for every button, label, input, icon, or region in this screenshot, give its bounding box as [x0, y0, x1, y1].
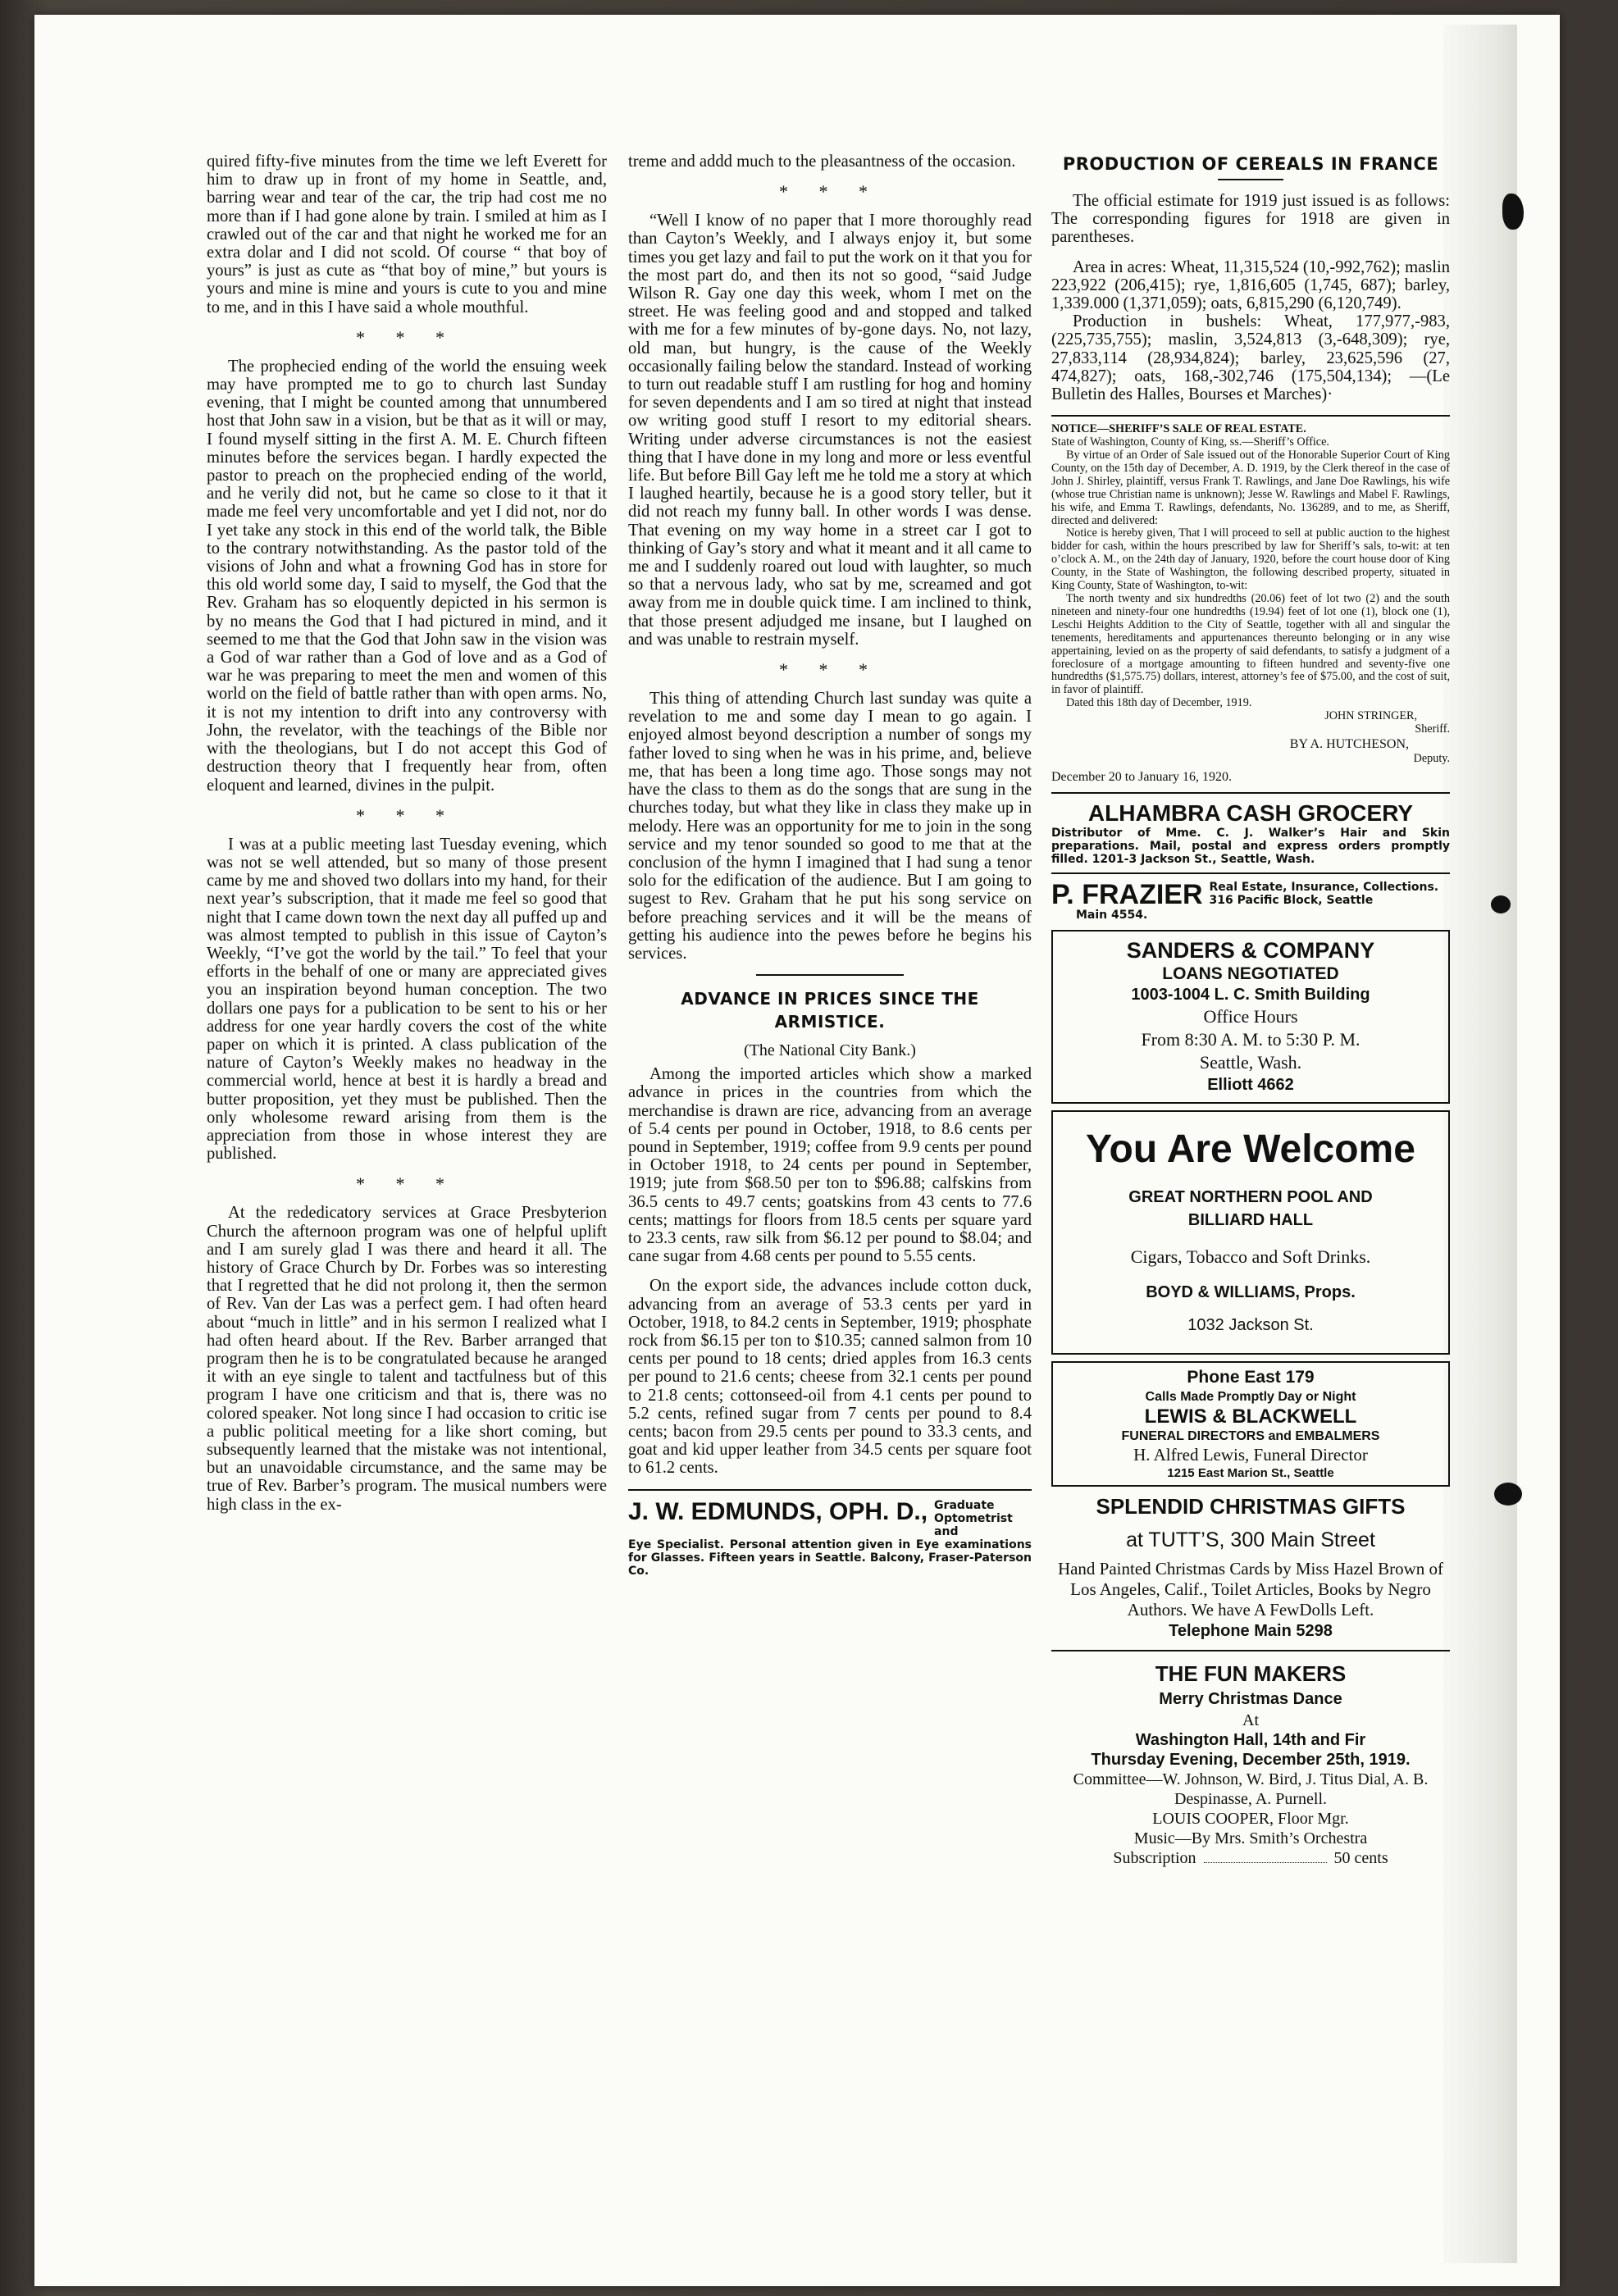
article-paragraph: This thing of attending Church last sunday was quite a revelation to me and some day I mean to go again. I enjoyed almost beyond description a number of songs my father loved to sing when he was in his prime, and, believe me, that has been a long time ago. Those songs may not have the class to them as do the songs that are sung in the churches today, but what they like in class they make up in melody. Here was an opportunity for me to join in the song service and my tenor sounded so good to me that at the conclusion of the hymn I imagined that I had sung a tenor solo for the edification of the audience. But I am going to sugest to Rev. Graham that he put his song service on before preaching services and it will be the means of getting his audience into the pewes before he begins his services. — [628, 690, 1032, 963]
section-divider: * * * — [356, 326, 458, 348]
fun-date: Thursday Evening, December 25th, 1919. — [1091, 1750, 1411, 1769]
fun-subscription-leader — [1204, 1862, 1327, 1863]
edmunds-ad — [628, 1499, 1032, 1578]
advance-source: (The National City Bank.) — [744, 1041, 916, 1060]
sanders-title: SANDERS & COMPANY — [1126, 937, 1375, 963]
ink-blot — [1502, 194, 1524, 230]
welcome-address: 1032 Jackson St. — [1187, 1315, 1314, 1334]
fun-floor-manager: LOUIS COOPER, Floor Mgr. — [1152, 1809, 1349, 1828]
frazier-ad — [1051, 878, 1450, 922]
frazier-name: P. FRAZIER — [1051, 878, 1203, 910]
welcome-hall-line1: GREAT NORTHERN POOL AND — [1128, 1187, 1373, 1206]
sanders-phone: Elliott 4662 — [1207, 1075, 1294, 1094]
sanders-hours-label: Office Hours — [1203, 1005, 1298, 1027]
lewis-ad — [1051, 1361, 1450, 1487]
section-divider: * * * — [779, 181, 881, 203]
sanders-building: 1003-1004 L. C. Smith Building — [1131, 985, 1370, 1004]
cereal-headline: PRODUCTION OF CEREALS IN FRANCE — [1062, 154, 1439, 174]
fun-place: Washington Hall, 14th and Fir — [1135, 1730, 1366, 1749]
fun-subscription — [1051, 1848, 1450, 1868]
frazier-body: Real Estate, Insurance, Collections. 316 Pacific Block, Seattle — [1209, 880, 1439, 907]
cereal-paragraph: Area in acres: Wheat, 11,315,524 (10,-992,762); maslin 223,922 (206,415); rye, 1,816,605 (1,745, 687); barley, 1,339.000 (1,371,059); oats, 6,815,290 (6,120,749). — [1051, 257, 1450, 313]
cereal-paragraph: Production in bushels: Wheat, 177,977,-983, (225,735,755); maslin, 3,524,813 (3,-648,309); rye, 27,833,114 (28,934,824); barley, 23,625,596 (27, 474,827); oats, 168,-302,746 (175,504,134); —(Le Bulletin des Halles, Bourses et Marches)· — [1051, 312, 1450, 404]
welcome-goods: Cigars, Tobacco and Soft Drinks. — [1130, 1246, 1371, 1267]
lewis-address: 1215 East Marion St., Seattle — [1167, 1465, 1334, 1480]
sheriff-notice — [1051, 423, 1450, 786]
article-paragraph: I was at a public meeting last Tuesday evening, which was not se well attended, but so many of those present came by me and shoved two dollars into my hand, for their next year’s subscription, that it made me feel so good that night that I came down town the next day all puffed up and was almost tempted to publish in this issue of Cayton’s Weekly, “I’ve got the world by the tail.” To feel that your efforts in the behalf of one or many are appreciated gives you an inspiration beyond human conception. The two dollars one pays for a publication to be sent to his or her address for one year hardly covers the cost of the white paper on which it is printed. A class publication of the nature of Cayton’s Weekly makes no headway in the commercial world, hence at best it is hardly a bread and butter proposition, yet they must be published. Then the only wholesome reward arising from them is the appreciation from those in whose interest they are published. — [207, 835, 607, 1164]
notice-rule — [1051, 415, 1450, 417]
tutt-phone: Telephone Main 5298 — [1169, 1621, 1333, 1640]
lewis-calls: Calls Made Promptly Day or Night — [1145, 1389, 1356, 1404]
sanders-ad — [1051, 930, 1450, 1104]
advance-headline: ADVANCE IN PRICES SINCE THE ARMISTICE. — [681, 989, 979, 1032]
ink-blot — [1494, 1483, 1522, 1506]
article-paragraph: treme and addd much to the pleasantness of the occasion. — [628, 153, 1016, 171]
sanders-hours: From 8:30 A. M. to 5:30 P. M. — [1141, 1028, 1360, 1050]
tutt-ad — [1051, 1493, 1450, 1642]
notice-sheriff: JOHN STRINGER, — [1324, 709, 1417, 723]
welcome-hall-line2: BILLIARD HALL — [1187, 1210, 1314, 1229]
advance-paragraph: Among the imported articles which show a marked advance in prices in the countries from which the merchandise is drawn are rice, advancing from an average of 5.4 cents per pound in October, 1918, to 8.6 cents per pound in September, 1919; coffee from 9.9 cents per pound in October 1918, to 24 cents per pound in September, 1919; jute from $68.50 per ton to $96.88; calfskins from 36.5 cents to 49.7 cents; goatskins from 43 cents to 77.6 cents; mattings for floors from 18.5 cents per square yard to 23.3 cents, raw silk from $6.12 per pound to $8.04; and cane sugar from 4.68 cents per pound to 5.55 cents. — [628, 1065, 1032, 1266]
edmunds-credentials: Graduate Optometrist and — [934, 1498, 1013, 1538]
ad-rule — [1051, 1650, 1450, 1651]
fun-title: THE FUN MAKERS — [1155, 1660, 1347, 1686]
section-divider: * * * — [356, 804, 458, 826]
notice-state: State of Washington, County of King, ss.—Sheriff’s Office. — [1051, 435, 1329, 449]
section-rule — [1218, 179, 1283, 180]
tutt-address: at TUTT’S, 300 Main Street — [1126, 1528, 1375, 1551]
notice-paragraph: By virtue of an Order of Sale issued out of the Honorable Superior Court of King County, on the 15th day of December, A. D. 1919, by the Clerk thereof in the case of John J. Shirley, plaintiff, versus Frank T. Rawlings, and Jane Doe Rawlings, his wife (whose true Christian name is unknown); Jesse W. Rawlings and Mabel F. Rawlings, his wife, and Emma T. Rawlings, defendants, No. 136289, and to me, as Sheriff, directed and delivered: — [1051, 449, 1450, 527]
lewis-subtitle: FUNERAL DIRECTORS and EMBALMERS — [1121, 1428, 1380, 1443]
advance-paragraph: On the export side, the advances include cotton duck, advancing from an average of 53.3 cents per yard in October, 1918, to 84.2 cents in September, 1919; phosphate rock from $6.15 per ton to $10.35; canned salmon from 10 cents per pound to 18 cents; dried apples from 16.3 cents per pound to 21.6 cents; cheese from 32.1 cents per pound to 21.8 cents; cottonseed-oil from 4.1 cents per pound to 5.2 cents, refined sugar from 7 cents per pound to 8.4 cents; bacon from 29.5 cents per pound to 33.3 cents, and goat and kid upper leather from 34.5 cents per square foot to 61.2 cents. — [628, 1277, 1032, 1478]
section-divider: * * * — [779, 659, 881, 681]
column-3 — [1051, 153, 1450, 1868]
notice-paragraph: Notice is hereby given, That I will proceed to sell at public auction to the highest bidder for cash, within the hours prescribed by law for Sheriff’s sals, to-wit: at ten o’clock A. M., on the 24th day of January, 1920, before the court house door of King County, in the State of Washington, the following described property, situated in King County, State of Washington, to-wit: — [1051, 526, 1450, 593]
fun-at: At — [1242, 1711, 1259, 1729]
sanders-city: Seattle, Wash. — [1199, 1051, 1302, 1073]
notice-deputy-title: Deputy. — [1413, 751, 1450, 765]
article-paragraph: quired fifty-five minutes from the time we left Everett for him to draw up in front of my home in Seattle, and, barring wear and tear of the car, the trip had cost me no more than if I had gone alone by train. I smiled at him as I crawled out of the car and that night he worked me for an extra dolar and I did not scold. Of course “ that boy of yours” is just as cute as “that boy of mine,” but yours is yours and mine is mine and yours is cute to you and mine to me, and in this I have said a whole mouthful. — [207, 153, 607, 317]
notice-run-dates: December 20 to January 16, 1920. — [1051, 769, 1232, 784]
ad-rule — [1051, 792, 1450, 794]
notice-deputy: BY A. HUTCHESON, — [1289, 736, 1409, 751]
ad-rule — [628, 1489, 1032, 1491]
column-1 — [207, 153, 607, 1525]
lewis-person: H. Alfred Lewis, Funeral Director — [1133, 1444, 1368, 1465]
notice-title: NOTICE—SHERIFF’S SALE OF REAL ESTATE. — [1051, 422, 1306, 436]
notice-dated: Dated this 18th day of December, 1919. — [1066, 696, 1252, 710]
alhambra-ad — [1051, 800, 1450, 866]
fun-subtitle: Merry Christmas Dance — [1159, 1689, 1342, 1708]
alhambra-title: ALHAMBRA CASH GROCERY — [1087, 800, 1414, 826]
notice-paragraph: The north twenty and six hundredths (20.06) feet of lot two (2) and the south nineteen and ninety-four one hundredths (19.94) feet of lot one (1), block one (1), Leschi Heights Addition to the City of Seattle, together with all and singular the tenements, hereditaments and appurtenances thereunto belonging or in any wise appertaining, levied on as the property of said defendants, to satisfy a judgment of a foreclosure of a mortgage amounting to fifteen hundred and seventy-five one hundredths ($1,575.75) dollars, interest, attorney’s fee of $75.00, and the cost of suit, in favor of plaintiff. — [1051, 592, 1450, 697]
article-paragraph: The prophecied ending of the world the ensuing week may have prompted me to go to church last Sunday evening, that I might be counted among that unnumbered host that John saw in a vision, but be that as it will or may, I found myself sitting in the first A. M. E. Church fifteen minutes before the services began. I hardly expected the pastor to preach on the prophecied ending of the world, and he verily did not, but he came so close to it that it made me feel very uncomfortable and yet I did not, nor do I yet take any stock in this end of the world talk, the Bible to the contrary notwithstanding. As the pastor told of the visions of John and what a frowning God has in store for this old world some day, I said to myself, the God that the Rev. Graham has so eloquently depicted in his sermon is by no means the God that I had pictured in mind, and it seemed to me that the God that John saw in the vision was a God of war rather than a God of love and as a God of war he was preparing to meet the men and women of this world on the field of battle rather than with open arms. No, it is not my intention to drift into any controversy with John, the revelator, with the teachings of the Bible nor with the theologians, but I do not accept this God of destruction theory that I frequently hear from, often eloquent and learned, divines in the pulpit. — [207, 357, 607, 795]
fun-music: Music—By Mrs. Smith’s Orchestra — [1133, 1829, 1368, 1847]
fun-subscription-price: 50 cents — [1333, 1848, 1388, 1867]
tutt-body: Hand Painted Christmas Cards by Miss Hazel Brown of Los Angeles, Calif., Toilet Articles, Books by Negro Authors. We have A FewDolls Left. — [1057, 1558, 1444, 1620]
welcome-ad — [1051, 1110, 1450, 1355]
article-paragraph: “Well I know of no paper that I more thoroughly read than Cayton’s Weekly, and I always enjoy it, but some times you get lazy and fail to put the work on it that you for the most part do, and then its not so good, “said Judge Wilson R. Gay one day this week, whom I met on the street. He was feeling good and and stopped and talked with me for a few minutes of by-gone days. No, not lazy, old man, but hungry, is the cause of the Weekly occasionally failing below the standard. Instead of working to turn out readable stuff I am rustling for hog and hominy for seven dependents and I am so tired at night that instead ow writing good stuff I resort to my editorial shears. Writing under adverse circumstances is not the easiest thing that I have done in my long and more or less eventful life. But before Bill Gay left me he told me a story at which I laughed heartily, because he is a good story teller, but it did not reach my funny ball. In other words I was dense. That evening on my way home in a street car I got to thinking of Gay’s story and what it meant and it all came to me and I suddenly roared out loud with laughter, so much so that a nervous lady, who sat by me, screamed and got away from me in double quick time. I am inclined to think, that those present adjudged me insane, but I laughed on and was unable to restrain myself. — [628, 212, 1032, 649]
article-paragraph: At the rededicatory services at Grace Presbyterion Church the afternoon program was one of helpful uplift and I am surely glad I was there and heard it all. The history of Grace Church by Dr. Forbes was so interesting that I regretted that he did not prolong it, then the sermon of Rev. Van der Las was a perfect gem. I had often heard about “much in little” and in his sermon I realized what I had often heard about. If the Rev. Barber arranged that program then he is to be congratulated because he aranged it with an eye single to talent and tactfulness but of this program I have one criticism and that is, there was no colored speaker. Not long since I had occasion to critic ise a public political meeting for a like short coming, but subsequently learned that the mistake was not intentional, but an unavoidable circumstance, and the same may be true of Rev. Barber’s program. The musical numbers were high class in the ex- — [207, 1204, 607, 1514]
sanders-subtitle: LOANS NEGOTIATED — [1162, 963, 1339, 983]
section-rule — [756, 974, 904, 976]
notice-sheriff-title: Sheriff. — [1415, 722, 1450, 736]
welcome-props: BOYD & WILLIAMS, Props. — [1146, 1282, 1356, 1301]
edmunds-details: Eye Specialist. Personal attention given in Eye examinations for Glasses. Fifteen years in Seattle. Balcony, Fraser-Paterson Co. — [628, 1538, 1032, 1578]
fun-committee: Committee—W. Johnson, W. Bird, J. Titus Dial, A. B. Despinasse, A. Purnell. — [1073, 1770, 1429, 1808]
frazier-phone: Main 4554. — [1076, 908, 1148, 922]
ink-blot — [1491, 895, 1511, 913]
ad-rule — [1051, 872, 1450, 874]
fun-makers-ad — [1051, 1660, 1450, 1868]
lewis-title: LEWIS & BLACKWELL — [1144, 1405, 1357, 1428]
fun-subscription-label: Subscription — [1113, 1848, 1196, 1867]
alhambra-body: Distributor of Mme. C. J. Walker’s Hair and Skin preparations. Mail, postal and express orders promptly filled. 1201-3 Jackson St., Seattle, Wash. — [1051, 826, 1450, 866]
cereal-paragraph: The official estimate for 1919 just issued is as follows: The corresponding figures for 1918 are given in parentheses. — [1051, 192, 1450, 247]
column-2 — [628, 153, 1032, 1578]
lewis-phone: Phone East 179 — [1187, 1367, 1315, 1387]
page-edge — [1443, 25, 1517, 2263]
section-divider: * * * — [356, 1173, 458, 1195]
welcome-title: You Are Welcome — [1086, 1127, 1415, 1171]
edmunds-name: J. W. EDMUNDS, OPH. D., — [628, 1497, 928, 1525]
tutt-title: SPLENDID CHRISTMAS GIFTS — [1096, 1493, 1406, 1519]
